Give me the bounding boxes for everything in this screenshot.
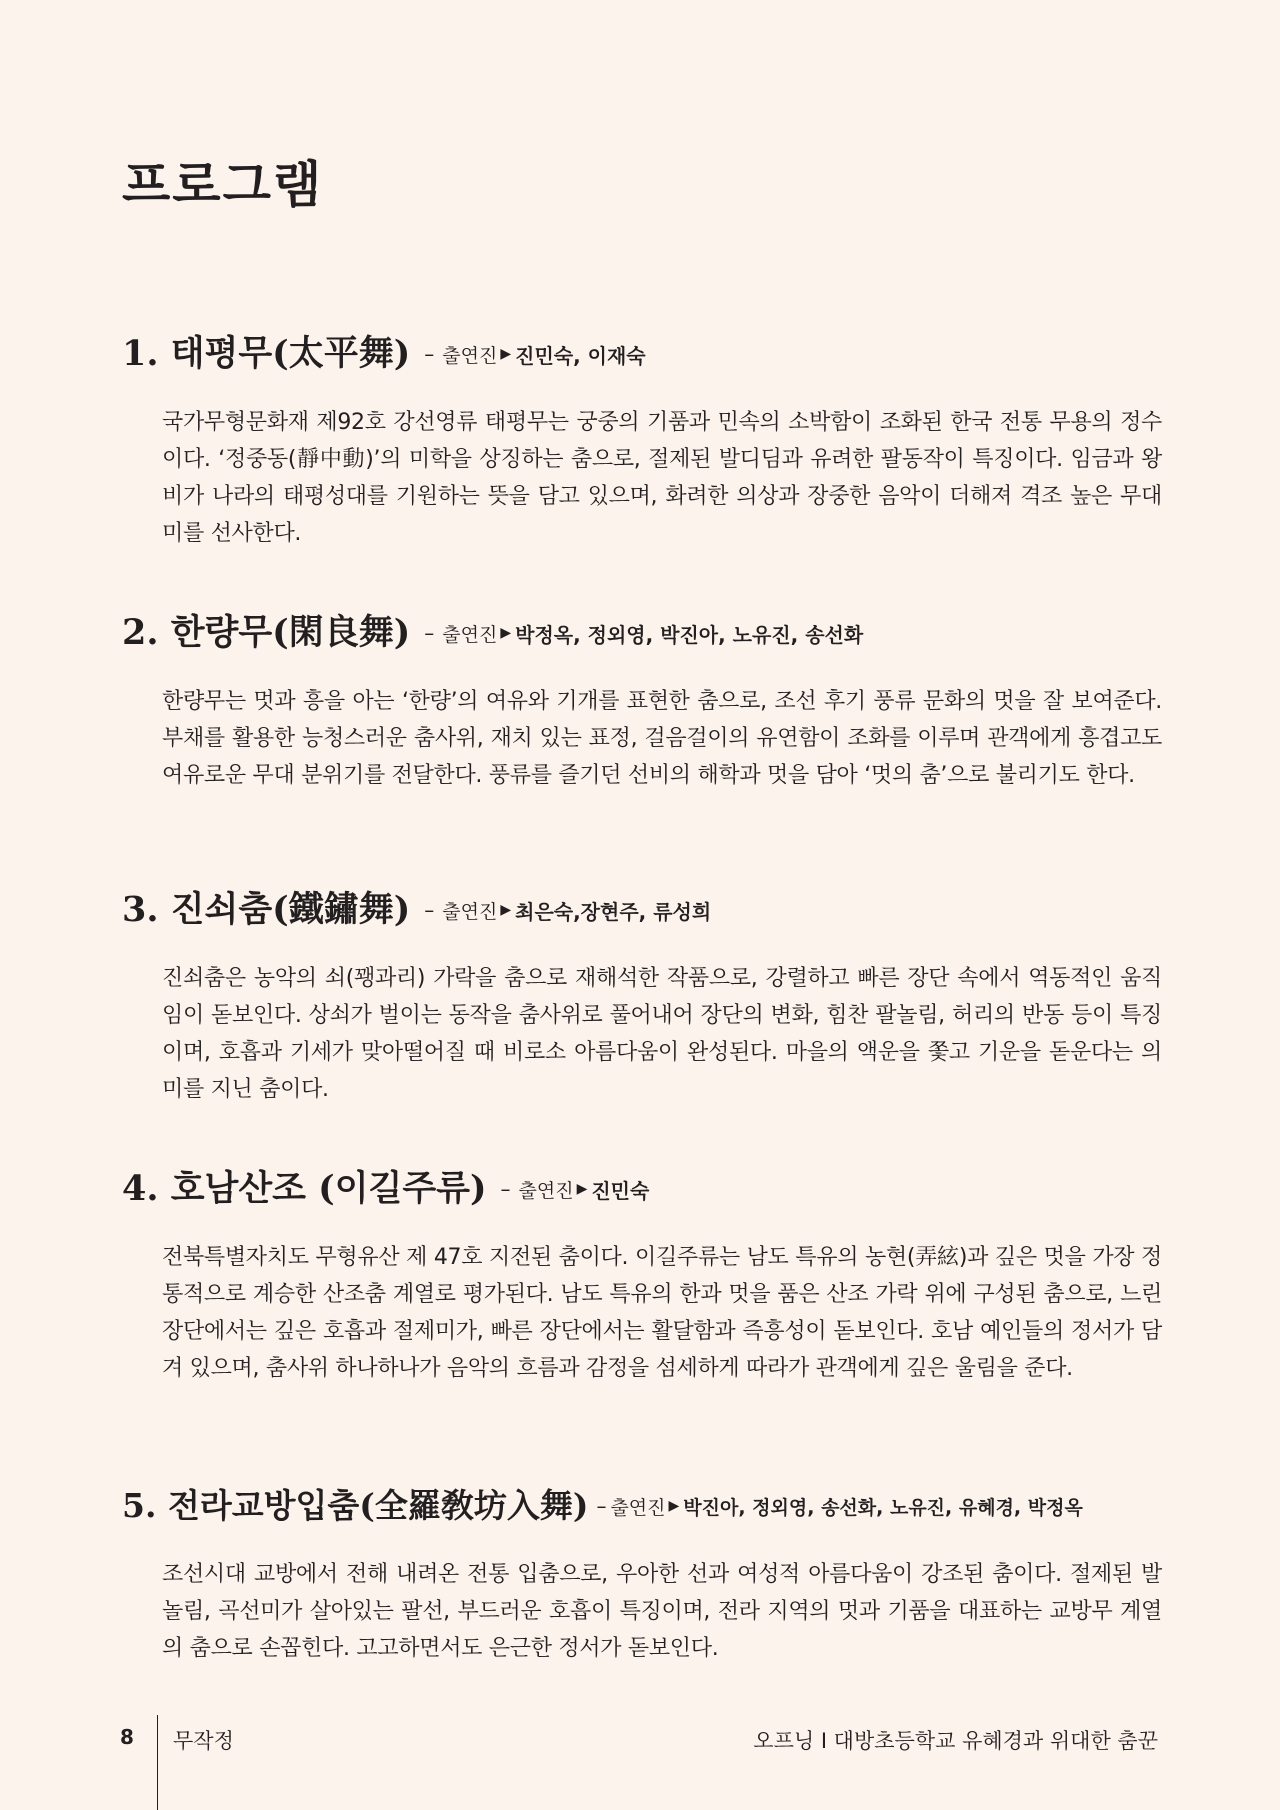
program-heading xyxy=(122,882,1162,938)
cast-names: 박진아, 정외영, 송선화, 노유진, 유혜경, 박정옥 xyxy=(683,1496,1083,1519)
program-title: 1. 태평무(太平舞) xyxy=(122,333,411,374)
program-title: 2. 한량무(閑良舞) xyxy=(122,612,411,653)
program-description: 진쇠춤은 농악의 쇠(꽹과리) 가락을 춤으로 재해석한 작품으로, 강렬하고 빠른 장단 속에서 역동적인 움직임이 돋보인다. 상쇠가 벌이는 동작을 춤사위로 풀어내어 장단의 변화, 힘찬 팔놀림, 허리의 반동 등이 특징이며, 호흡과 기세가 맞아떨어질 때 비로소 아름다움이 완성된다. 마을의 액운을 쫓고 기운을 돋운다는 의미를 지닌 춤이다. xyxy=(162,966,1162,1102)
page-title: 프로그램 xyxy=(122,155,324,214)
triangle-right-icon: ▶ xyxy=(500,346,512,362)
dash-separator: – xyxy=(424,342,435,366)
section-name: 무작정 xyxy=(173,1729,234,1753)
program-title: 3. 진쇠춤(鐵鏽舞) xyxy=(122,889,411,930)
cast-label: 출연진 xyxy=(442,900,498,923)
program-heading xyxy=(122,326,1162,382)
cast-names: 진민숙 xyxy=(591,1178,650,1203)
program-item-1 xyxy=(122,326,1162,552)
program-title: 5. 전라교방입춤(全羅敎坊入舞) xyxy=(122,1486,589,1525)
triangle-right-icon: ▶ xyxy=(668,1498,680,1514)
program-item-3 xyxy=(122,882,1162,1108)
cast-label: 출연진 xyxy=(610,1496,666,1519)
program-title: 4. 호남산조 (이길주류) xyxy=(122,1168,487,1209)
dash-separator: – xyxy=(596,1494,607,1518)
cast-label: 출연진 xyxy=(442,344,498,367)
cast-label: 출연진 xyxy=(518,1179,574,1202)
dash-separator: – xyxy=(500,1177,511,1201)
program-description: 한량무는 멋과 흥을 아는 ‘한량’의 여유와 기개를 표현한 춤으로, 조선 후기 풍류 문화의 멋을 잘 보여준다. 부채를 활용한 능청스러운 춤사위, 재치 있는 표정, 걸음걸이의 유연함이 조화를 이루며 관객에게 흥겹고도 여유로운 무대 분위기를 전달한다. 풍류를 즐기던 선비의 해학과 멋을 담아 ‘멋의 춤’으로 불리기도 한다. xyxy=(162,689,1162,788)
cast-names: 박정옥, 정외영, 박진아, 노유진, 송선화 xyxy=(515,622,864,647)
triangle-right-icon: ▶ xyxy=(500,625,512,641)
program-item-4 xyxy=(122,1161,1162,1387)
triangle-right-icon: ▶ xyxy=(576,1181,588,1197)
cast-label: 출연진 xyxy=(442,623,498,646)
cast-names: 최은숙,장현주, 류성희 xyxy=(515,899,712,924)
triangle-right-icon: ▶ xyxy=(500,902,512,918)
program-item-2 xyxy=(122,605,1162,794)
program-heading xyxy=(122,1478,1162,1534)
program-description: 조선시대 교방에서 전해 내려온 전통 입춤으로, 우아한 선과 여성적 아름다움이 강조된 춤이다. 절제된 발놀림, 곡선미가 살아있는 팔선, 부드러운 호흡이 특징이며, 전라 지역의 멋과 기품을 대표하는 교방무 계열의 춤으로 손꼽힌다. 고고하면서도 은근한 정서가 돋보인다. xyxy=(162,1562,1162,1661)
program-description: 국가무형문화재 제92호 강선영류 태평무는 궁중의 기품과 민속의 소박함이 조화된 한국 전통 무용의 정수이다. ‘정중동(靜中動)’의 미학을 상징하는 춤으로, 절제된 발디딤과 유려한 팔동작이 특징이다. 임금과 왕비가 나라의 태평성대를 기원하는 뜻을 담고 있으며, 화려한 의상과 장중한 음악이 더해져 격조 높은 무대미를 선사한다. xyxy=(162,410,1162,546)
running-title: 오프닝 I 대방초등학교 유혜경과 위대한 춤꾼 xyxy=(753,1729,1158,1753)
dash-separator: – xyxy=(424,898,435,922)
program-description: 전북특별자치도 무형유산 제 47호 지전된 춤이다. 이길주류는 남도 특유의 농현(弄絃)과 깊은 멋을 가장 정통적으로 계승한 산조춤 계열로 평가된다. 남도 특유의 한과 멋을 품은 산조 가락 위에 구성된 춤으로, 느린 장단에서는 깊은 호흡과 절제미가, 빠른 장단에서는 활달함과 즉흥성이 돋보인다. 호남 예인들의 정서가 담겨 있으며, 춤사위 하나하나가 음악의 흐름과 감정을 섬세하게 따라가 관객에게 깊은 울림을 준다. xyxy=(162,1245,1162,1381)
program-item-5 xyxy=(122,1478,1162,1667)
dash-separator: – xyxy=(424,621,435,645)
page-footer xyxy=(0,1715,1280,1810)
page-number: 8 xyxy=(120,1725,134,1749)
program-heading xyxy=(122,1161,1162,1217)
program-heading xyxy=(122,605,1162,661)
cast-names: 진민숙, 이재숙 xyxy=(515,343,646,368)
footer-divider xyxy=(157,1715,158,1810)
